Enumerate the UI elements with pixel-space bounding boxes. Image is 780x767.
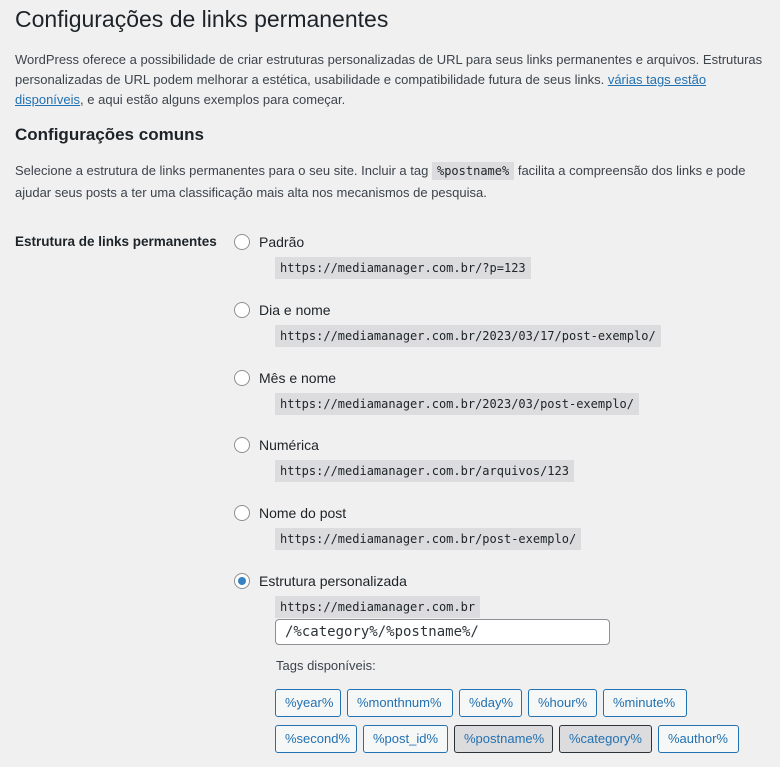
option-url: https://mediamanager.com.br/2023/03/post-exemplo/ <box>275 393 639 415</box>
permalink-structure-label: Estrutura de links permanentes <box>15 234 217 249</box>
option-url: https://mediamanager.com.br/arquivos/123 <box>275 460 574 482</box>
option-url: https://mediamanager.com.br/post-exemplo/ <box>275 528 581 550</box>
tag-second-button[interactable]: %second% <box>275 725 357 753</box>
desc-before: Selecione a estrutura de links permanentes para o seu site. Incluir a tag <box>15 163 432 178</box>
radio-custom[interactable] <box>234 573 250 589</box>
tag-postname-button[interactable]: %postname% <box>454 725 553 753</box>
available-tags-link[interactable]: várias tags estão disponíveis <box>15 72 707 107</box>
radio-numeric[interactable] <box>234 437 250 453</box>
option-label[interactable]: Mês e nome <box>259 370 337 386</box>
custom-structure-input[interactable]: /%category%/%postname%/ <box>275 619 610 645</box>
desc-after: facilita a compreensão dos links e pode ajudar seus posts a ter uma classificação mais alta nos mecanismos de pesquisa. <box>15 163 746 200</box>
tag-author-button[interactable]: %author% <box>658 725 739 753</box>
tag-monthnum-button[interactable]: %monthnum% <box>347 689 453 717</box>
option-url: https://mediamanager.com.br/2023/03/17/post-exemplo/ <box>275 325 661 347</box>
tag-hour-button[interactable]: %hour% <box>528 689 597 717</box>
radio-post-name[interactable] <box>234 505 250 521</box>
postname-code: %postname% <box>432 162 514 180</box>
tag-year-button[interactable]: %year% <box>275 689 341 717</box>
intro-paragraph <box>15 50 770 110</box>
tag-minute-button[interactable]: %minute% <box>603 689 687 717</box>
tag-day-button[interactable]: %day% <box>459 689 522 717</box>
custom-base-url: https://mediamanager.com.br <box>275 596 480 618</box>
page-title: Configurações de links permanentes <box>15 6 389 32</box>
radio-plain[interactable] <box>234 234 250 250</box>
option-label[interactable]: Nome do post <box>259 505 347 521</box>
tag-post-id-button[interactable]: %post_id% <box>363 725 448 753</box>
option-label[interactable]: Numérica <box>259 437 319 453</box>
option-label[interactable]: Estrutura personalizada <box>259 573 407 589</box>
section-heading: Configurações comuns <box>15 125 204 144</box>
available-tags-label: Tags disponíveis: <box>276 658 376 673</box>
option-label[interactable]: Padrão <box>259 234 305 250</box>
radio-day-name[interactable] <box>234 302 250 318</box>
intro-text: WordPress oferece a possibilidade de criar estruturas personalizadas de URL para seus links permanentes e arquivos. Estruturas personalizadas de URL podem melhorar a estética, usabilidade e compatibilidade futura de seus links. <box>15 52 763 87</box>
intro-tail: , e aqui estão alguns exemplos para começar. <box>80 92 346 107</box>
section-description <box>15 160 770 204</box>
tag-category-button[interactable]: %category% <box>559 725 652 753</box>
option-label[interactable]: Dia e nome <box>259 302 331 318</box>
option-url: https://mediamanager.com.br/?p=123 <box>275 257 531 279</box>
radio-month-name[interactable] <box>234 370 250 386</box>
